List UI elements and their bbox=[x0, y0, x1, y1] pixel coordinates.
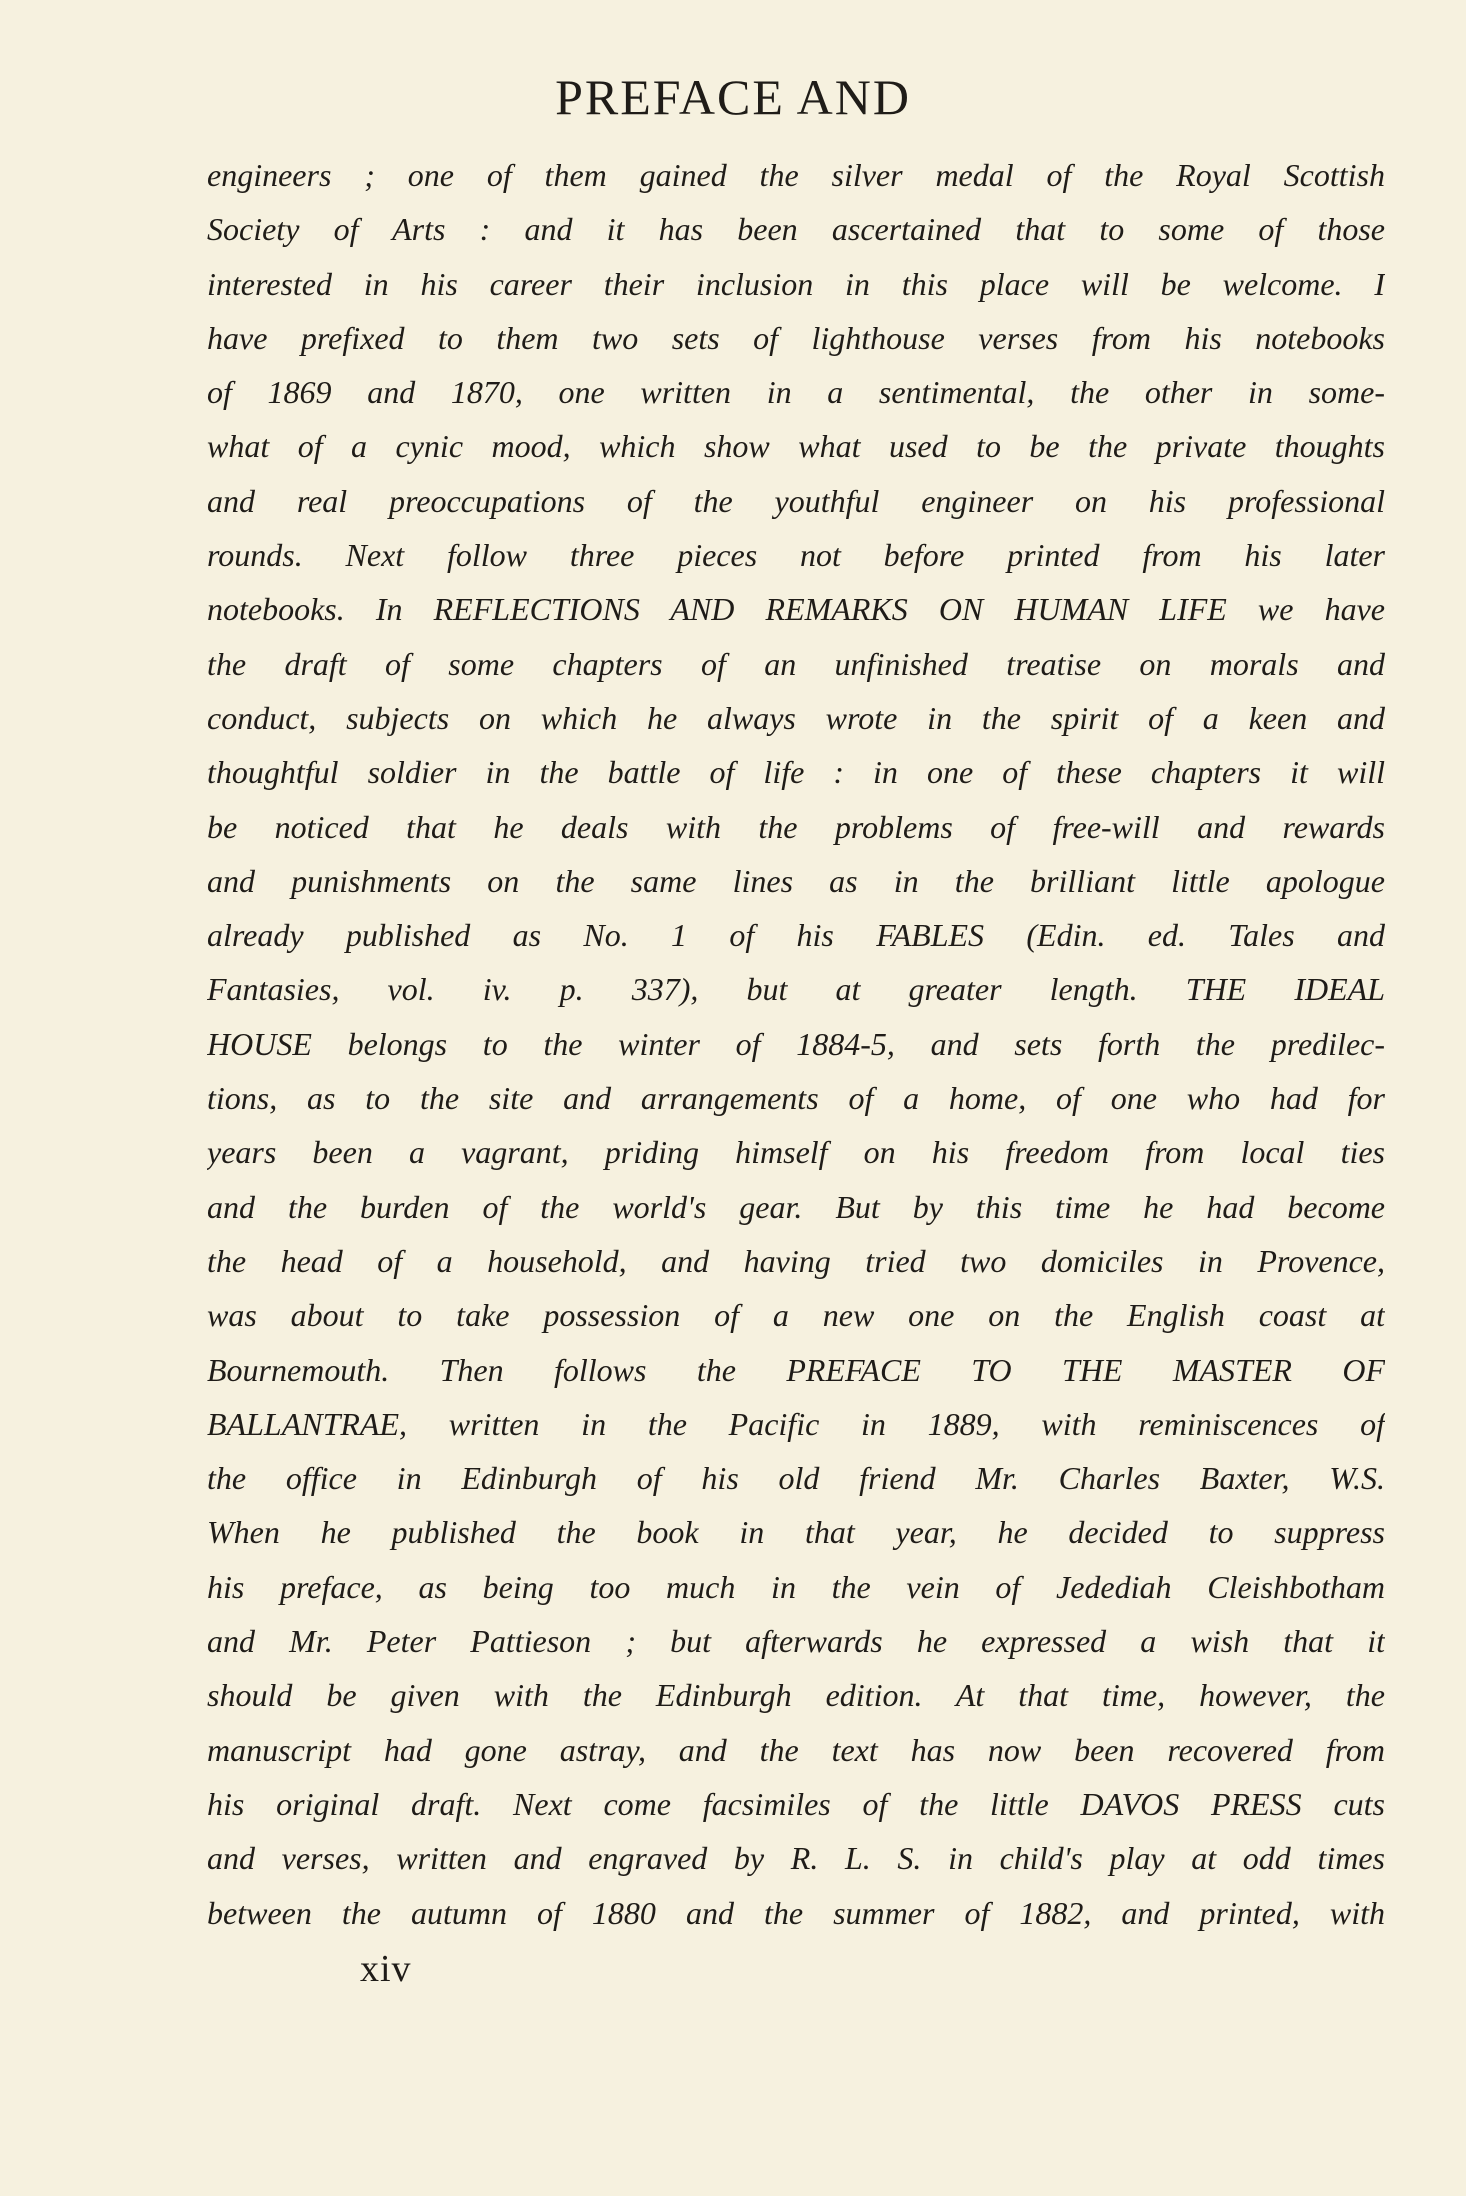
text-line: Fantasies, vol. iv. p. 337), but at greater length. THE IDEAL bbox=[207, 971, 1385, 1008]
text-line: the draft of some chapters of an unfinished treatise on morals and bbox=[207, 645, 1385, 682]
text-line: and punishments on the same lines as in the brilliant little apologue bbox=[207, 862, 1385, 899]
text-line: When he published the book in that year, he decided to suppress bbox=[207, 1514, 1385, 1551]
text-line: rounds. Next follow three pieces not before printed from his later bbox=[207, 537, 1385, 574]
text-line: and Mr. Peter Pattieson ; but afterwards he expressed a wish that it bbox=[207, 1623, 1385, 1660]
body-text bbox=[207, 148, 1385, 1940]
text-line: Bournemouth. Then follows the PREFACE TO THE MASTER OF bbox=[207, 1351, 1385, 1388]
text-line: already published as No. 1 of his FABLES (Edin. ed. Tales and bbox=[207, 917, 1385, 954]
text-line: was about to take possession of a new one on the English coast at bbox=[207, 1297, 1385, 1334]
text-line: and real preoccupations of the youthful engineer on his professional bbox=[207, 482, 1385, 519]
text-line: between the autumn of 1880 and the summer of 1882, and printed, with bbox=[207, 1894, 1385, 1931]
text-line: should be given with the Edinburgh edition. At that time, however, the bbox=[207, 1677, 1385, 1714]
text-line: have prefixed to them two sets of lighthouse verses from his notebooks bbox=[207, 319, 1385, 356]
text-line: his original draft. Next come facsimiles of the little DAVOS PRESS cuts bbox=[207, 1785, 1385, 1822]
text-line: conduct, subjects on which he always wrote in the spirit of a keen and bbox=[207, 699, 1385, 736]
text-line: be noticed that he deals with the problems of free-will and rewards bbox=[207, 808, 1385, 845]
running-head: PREFACE AND bbox=[555, 69, 911, 125]
text-line: the office in Edinburgh of his old friend Mr. Charles Baxter, W.S. bbox=[207, 1460, 1385, 1497]
text-line: and verses, written and engraved by R. L. S. in child's play at odd times bbox=[207, 1840, 1385, 1877]
text-line: the head of a household, and having tried two domiciles in Provence, bbox=[207, 1242, 1385, 1279]
text-line: thoughtful soldier in the battle of life : in one of these chapters it will bbox=[207, 754, 1385, 791]
text-line: interested in his career their inclusion in this place will be welcome. I bbox=[207, 265, 1385, 302]
text-line: and the burden of the world's gear. But by this time he had become bbox=[207, 1188, 1385, 1225]
text-line: his preface, as being too much in the vein of Jedediah Cleishbotham bbox=[207, 1568, 1385, 1605]
text-line: BALLANTRAE, written in the Pacific in 1889, with reminiscences of bbox=[207, 1405, 1385, 1442]
text-line: manuscript had gone astray, and the text has now been recovered from bbox=[207, 1731, 1385, 1768]
page-number: xiv bbox=[360, 1948, 412, 1990]
text-line: notebooks. In REFLECTIONS AND REMARKS ON HUMAN LIFE we have bbox=[207, 591, 1385, 628]
text-line: Society of Arts : and it has been ascertained that to some of those bbox=[207, 211, 1385, 248]
text-line: HOUSE belongs to the winter of 1884-5, and sets forth the predilec- bbox=[207, 1025, 1385, 1062]
text-line: tions, as to the site and arrangements of a home, of one who had for bbox=[207, 1080, 1385, 1117]
text-line: what of a cynic mood, which show what used to be the private thoughts bbox=[207, 428, 1385, 465]
text-line: of 1869 and 1870, one written in a sentimental, the other in some- bbox=[207, 374, 1385, 411]
text-line: years been a vagrant, priding himself on his freedom from local ties bbox=[207, 1134, 1385, 1171]
text-line: engineers ; one of them gained the silver medal of the Royal Scottish bbox=[207, 157, 1385, 193]
